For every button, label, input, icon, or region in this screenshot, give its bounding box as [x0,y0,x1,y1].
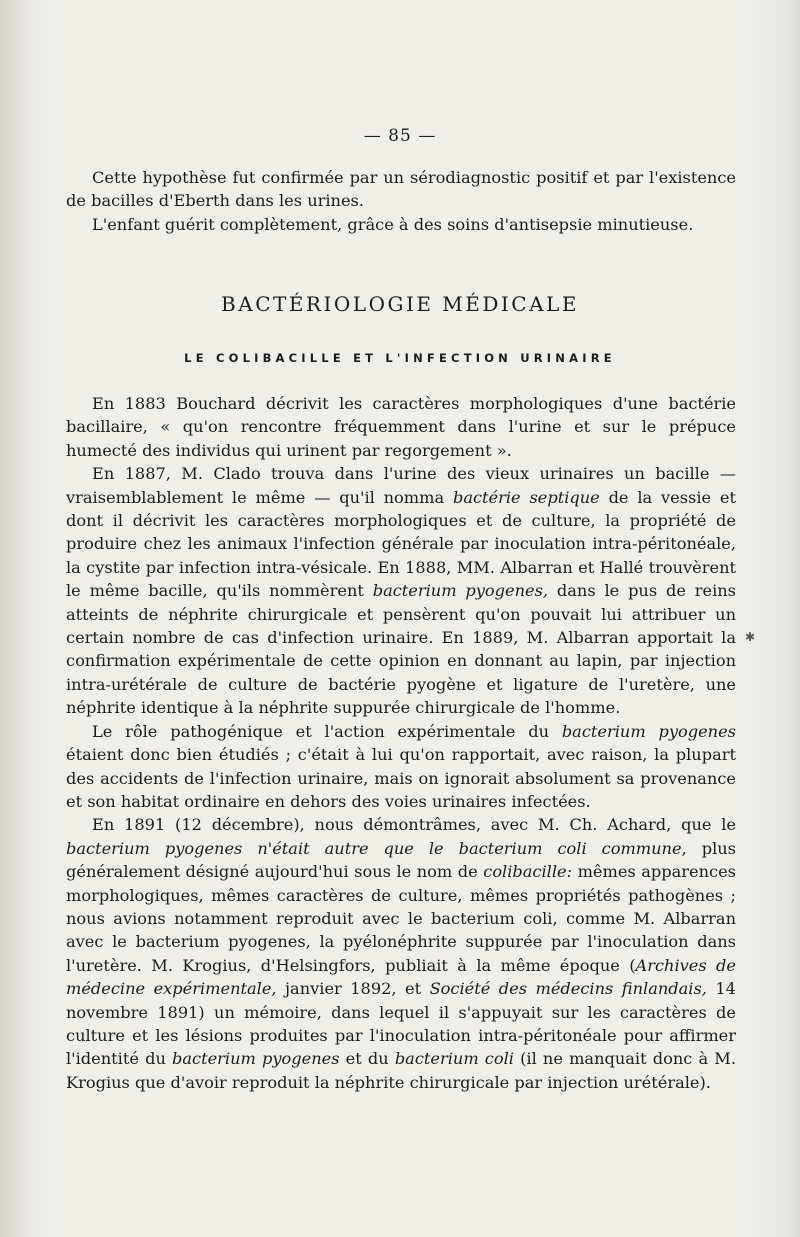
ink-spot-mark: ✱ [745,630,756,644]
paragraph: En 1887, M. Clado trouva dans l'urine des vieux urinaires un bacille — vraisemblablement le même — qu'il nomma bactérie septique de la vessie et dont il décrivit les caractères morphologiques et de culture, la propriété de produire chez les animaux l'infection générale par inoculation intra-péritonéale, la cystite par infection intra-vésicale. En 1888, MM. Albarran et Hallé trouvèrent le même bacille, qu'ils nommèrent bacterium pyogenes, dans le pus de reins atteints de néphrite chirurgicale et pensèrent qu'on pouvait lui attribuer un certain nombre de cas d'infection urinaire. En 1889, M. Albarran apportait la confirmation expérimentale de cette opinion en donnant au lapin, par injection intra-urétérale de culture de bactérie pyogène et ligature de l'uretère, une néphrite identique à la néphrite suppurée chirurgicale de l'homme. [66,464,736,718]
section-subtitle: LE COLIBACILLE ET L'INFECTION URINAIRE [184,351,616,365]
section-title: BACTÉRIOLOGIE MÉDICALE [221,292,579,316]
paragraph: En 1883 Bouchard décrivit les caractères morphologiques d'une bactérie bacillaire, « qu'on rencontre fréquemment dans l'urine et sur le prépuce humecté des individus qui urinent par regorgement ». [66,394,736,460]
body-text [66,392,736,1094]
paragraph: Le rôle pathogénique et l'action expérimentale du bacterium pyogenes étaient donc bien étudiés ; c'était à lui qu'on rapportait, avec raison, la plupart des accidents de l'infection urinaire, mais on ignorait absolument sa provenance et son habitat ordinaire en dehors des voies urinaires infectées. [66,721,736,811]
paragraph: L'enfant guérit complètement, grâce à des soins d'antisepsie minutieuse. [92,214,694,234]
intro-text [66,166,736,236]
page-number: — 85 — [363,126,437,146]
paragraph: En 1891 (12 décembre), nous démontrâmes, avec M. Ch. Achard, que le bacterium pyogenes n'était autre que le bacterium coli commune, plus généralement désigné aujourd'hui sous le nom de colibacille: mêmes apparences morphologiques, mêmes caractères de culture, mêmes propriétés pathogènes ; nous avions notamment reproduit avec le bacterium coli, comme M. Albarran avec le bacterium pyogenes, la pyélonéphrite suppurée par l'inoculation dans l'uretère. M. Krogius, d'Helsingfors, publiait à la même époque (Archives de médecine expérimentale, janvier 1892, et Société des médecins finlandais, 14 novembre 1891) un mémoire, dans lequel il s'appuyait sur les caractères de culture et les lésions produites par l'inoculation intra-péritonéale pour affirmer l'identité du bacterium pyogenes et du bacterium coli (il ne manquait donc à M. Krogius que d'avoir reproduit la néphrite chirurgicale par injection urétérale). [66,815,737,1092]
paragraph: Cette hypothèse fut confirmée par un sérodiagnostic positif et par l'existence de bacilles d'Eberth dans les urines. [66,168,736,211]
